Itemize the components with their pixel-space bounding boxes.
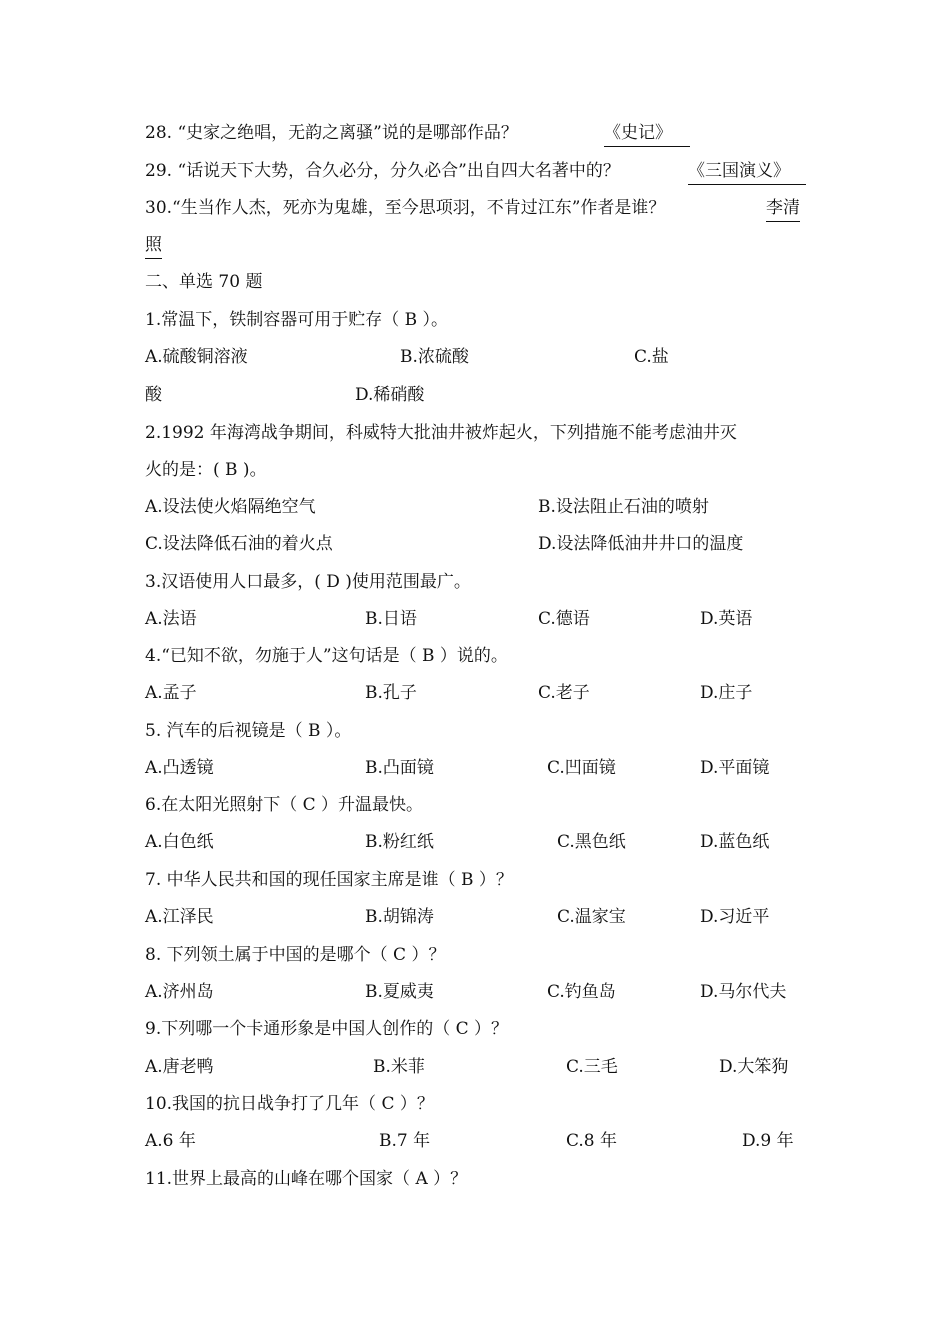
q5-option-a: A.凸透镜	[145, 758, 214, 778]
q9-option-c: C.三毛	[566, 1057, 618, 1077]
q7-option-b: B.胡锦涛	[365, 907, 434, 927]
q10-option-c: C.8 年	[566, 1131, 618, 1151]
q7-option-c: C.温家宝	[557, 907, 626, 927]
q1-option-b: B.浓硫酸	[400, 347, 469, 367]
q6-option-d: D.蓝色纸	[700, 832, 770, 852]
q4-option-c: C.老子	[538, 683, 590, 703]
q2-option-a: A.设法使火焰隔绝空气	[145, 497, 316, 517]
q1-option-d: D.稀硝酸	[355, 385, 425, 405]
question-5: 5. 汽车的后视镜是（ B ）。	[145, 721, 352, 741]
answer-30-part1: 李清	[766, 197, 800, 222]
q7-option-d: D.习近平	[700, 907, 770, 927]
question-28: 28. “史家之绝唱，无韵之离骚”说的是哪部作品？	[145, 123, 518, 143]
question-1: 1.常温下，铁制容器可用于贮存（ B ）。	[145, 310, 449, 330]
q7-option-a: A.江泽民	[145, 907, 214, 927]
q2-option-c: C.设法降低石油的着火点	[145, 534, 333, 554]
question-4: 4.“已知不欲，勿施于人”这句话是（ B ）说的。	[145, 646, 508, 666]
q10-option-a: A.6 年	[145, 1131, 196, 1151]
answer-30-part2: 照	[145, 234, 162, 259]
q5-option-b: B.凸面镜	[365, 758, 434, 778]
q8-option-a: A.济州岛	[145, 982, 214, 1002]
section-heading: 二、单选 70 题	[145, 272, 263, 292]
question-9: 9.下列哪一个卡通形象是中国人创作的（ C ）？	[145, 1019, 509, 1039]
q4-option-d: D.庄子	[700, 683, 753, 703]
q8-option-c: C.钓鱼岛	[547, 982, 616, 1002]
q8-option-b: B.夏威夷	[365, 982, 434, 1002]
answer-29: 《三国演义》	[688, 160, 806, 185]
q3-option-a: A.法语	[145, 609, 197, 629]
question-30: 30.“生当作人杰，死亦为鬼雄，至今思项羽，不肯过江东”作者是谁？	[145, 198, 666, 218]
question-2: 2.1992 年海湾战争期间，科威特大批油井被炸起火，下列措施不能考虑油井灭	[145, 423, 737, 443]
q1-option-c-cont: 酸	[145, 385, 162, 405]
q4-option-b: B.孔子	[365, 683, 417, 703]
q6-option-c: C.黑色纸	[557, 832, 626, 852]
q3-option-c: C.德语	[538, 609, 590, 629]
q9-option-a: A.唐老鸭	[145, 1057, 214, 1077]
question-29: 29. “话说天下大势，合久必分，分久必合”出自四大名著中的？	[145, 161, 620, 181]
question-11: 11.世界上最高的山峰在哪个国家（ A ）？	[145, 1169, 468, 1189]
question-10: 10.我国的抗日战争打了几年（ C ）？	[145, 1094, 434, 1114]
q3-option-b: B.日语	[365, 609, 417, 629]
question-6: 6.在太阳光照射下（ C ）升温最快。	[145, 795, 424, 815]
q4-option-a: A.孟子	[145, 683, 197, 703]
q10-option-d: D.9 年	[742, 1131, 794, 1151]
q8-option-d: D.马尔代夫	[700, 982, 787, 1002]
q10-option-b: B.7 年	[379, 1131, 431, 1151]
q5-option-c: C.凹面镜	[547, 758, 616, 778]
q6-option-b: B.粉红纸	[365, 832, 434, 852]
question-7: 7. 中华人民共和国的现任国家主席是谁（ B ）？	[145, 870, 513, 890]
question-2-cont: 火的是：( B )。	[145, 460, 267, 480]
q2-option-b: B.设法阻止石油的喷射	[538, 497, 709, 517]
answer-28: 《史记》	[604, 122, 690, 147]
q1-option-a: A.硫酸铜溶液	[145, 347, 248, 367]
q3-option-d: D.英语	[700, 609, 753, 629]
question-3: 3.汉语使用人口最多，( D )使用范围最广。	[145, 572, 471, 592]
q9-option-d: D.大笨狗	[719, 1057, 789, 1077]
question-8: 8. 下列领土属于中国的是哪个（ C ）？	[145, 945, 446, 965]
q9-option-b: B.米菲	[373, 1057, 425, 1077]
q2-option-d: D.设法降低油井井口的温度	[538, 534, 744, 554]
q5-option-d: D.平面镜	[700, 758, 770, 778]
q6-option-a: A.白色纸	[145, 832, 214, 852]
q1-option-c: C.盐	[634, 347, 669, 367]
